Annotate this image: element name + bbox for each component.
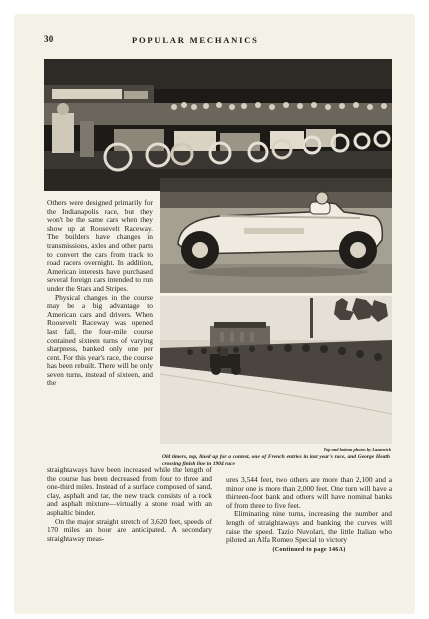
body-column-left-wide (47, 466, 212, 543)
photo-caption: Old timers, top, lined up for a contest, one of French entries in last year's race, and George Heath crossing finish line in 1904 race (162, 454, 390, 467)
running-head: POPULAR MECHANICS (132, 35, 259, 45)
photo-credit: Top and bottom photos by Lazarnick (323, 447, 391, 452)
page-number: 30 (44, 34, 54, 44)
body-paragraph: straightaways have been increased while the length of the course has been decreased from four to three and one-third miles. Instead of a surface composed of sand, clay, asphalt and tar, the new track consists of a rock and asphalt mixture—virtually a stone road with an asphaltic binder. (47, 465, 212, 517)
continued-link[interactable]: (Continued to page 146A) (272, 546, 346, 553)
photo-french-race-car (160, 178, 392, 293)
body-column-left-narrow (47, 199, 153, 388)
body-paragraph: ures 3,544 feet, two others are more than 2,100 and a minor one is more than 2,000 feet. One turn will have a thirteen-foot bank and others will have nominal banks of from three to five feet. (226, 475, 392, 510)
body-paragraph: Physical changes in the course may be a big advantage to American cars and drivers. When Roosevelt Raceway was opened last fall, the four-mile course contained sixteen turns of varying sharpness, banked only one per cent. For this year's race, the course has been rebuilt. There will be only seven turns, instead of sixteen, and the (47, 292, 153, 388)
body-paragraph: Eliminating nine turns, increasing the number and length of straightaways and banking the curves will raise the speed. Tazio Nuvolari, the little Italian who piloted an Alfa Romeo Special to victory (226, 509, 392, 545)
body-column-right (226, 476, 392, 554)
body-paragraph: Others were designed primarily for the Indianapolis race, but they won't be the same cars when they show up at Roosevelt Raceway. The builders have changes in transmissions, axles and other parts to convert the cars from track to road racers overnight. In addition, American interests have purchased several foreign cars intended to run under the Stars and Stripes. (47, 198, 153, 293)
photo-old-timers (44, 59, 392, 191)
photo-1904-finish (160, 296, 392, 444)
body-paragraph: On the major straight stretch of 3,620 feet, speeds of 170 miles an hour are anticipated. A secondary straightaway meas- (47, 516, 212, 543)
